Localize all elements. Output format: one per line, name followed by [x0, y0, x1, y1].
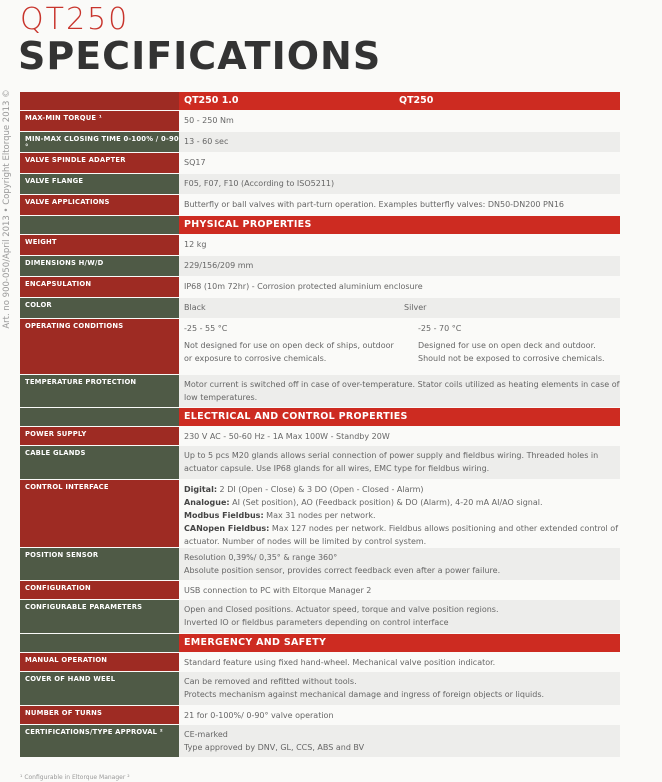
row-temperature-protection: TEMPERATURE PROTECTION Motor current is switched off in case of over-temperature. Stator coils utilized as heating elements in case of low temperatures. [20, 375, 620, 407]
row-torque: MAX-MIN TORQUE ¹ 50 - 250 Nm [20, 111, 620, 131]
column-qt250-1-0: QT250 1.0 [184, 95, 239, 106]
footnote: ¹ Configurable in Eltorque Manager ² [20, 774, 130, 781]
row-cable-glands: CABLE GLANDS Up to 5 pcs M20 glands allows serial connection of power supply and fieldbus wiring. Threaded holes in actuator capsule. Use IP68 glands for all wires, EMC type for fieldbus wiring. [20, 446, 620, 479]
row-certifications: CERTIFICATIONS/TYPE APPROVAL ² CE-marked Type approved by DNV, GL, CCS, ABS and BV [20, 725, 620, 757]
section-physical: PHYSICAL PROPERTIES [20, 216, 620, 234]
model-name: QT250 [20, 2, 130, 37]
row-spindle: VALVE SPINDLE ADAPTER SQ17 [20, 153, 620, 173]
row-closing-time: MIN-MAX CLOSING TIME 0-100% / 0-90 ° 13 - 60 sec [20, 132, 620, 152]
row-manual-operation: MANUAL OPERATION Standard feature using fixed hand-wheel. Mechanical valve position indicator. [20, 653, 620, 671]
section-electrical: ELECTRICAL AND CONTROL PROPERTIES [20, 408, 620, 426]
column-qt250: QT250 [399, 95, 434, 106]
row-flange: VALVE FLANGE F05, F07, F10 (According to ISO5211) [20, 174, 620, 194]
column-header [20, 92, 620, 110]
row-color: COLOR Black Silver [20, 298, 620, 318]
row-configurable-parameters: CONFIGURABLE PARAMETERS Open and Closed positions. Actuator speed, torque and valve position regions. Inverted IO or fieldbus parameters depending on control interface [20, 600, 620, 633]
article-copyright-text: Art. no 900-050/April 2013 • Copyright Eltorque 2013 © [2, 89, 12, 329]
page-title: SPECIFICATIONS [18, 34, 382, 78]
row-configuration: CONFIGURATION USB connection to PC with Eltorque Manager 2 [20, 581, 620, 599]
row-power-supply: POWER SUPPLY 230 V AC - 50-60 Hz - 1A Max 100W - Standby 20W [20, 427, 620, 445]
row-operating-conditions: OPERATING CONDITIONS -25 - 55 °C Not designed for use on open deck of ships, outdoor or exposure to corrosive chemicals. -25 - 70 °C Designed for use on open deck and outdoor. Should not be exposed to corrosive chemicals. [20, 319, 620, 374]
row-control-interface: CONTROL INTERFACE Digital: 2 DI (Open - Close) & 3 DO (Open - Closed - Alarm) Analogue: AI (Set position), AO (Feedback position) & DO (Alarm), 4-20 mA AI/AO signal. Modbus Fieldbus: Max 31 nodes per network. CANopen Fieldbus: Max 127 nodes per network. Fieldbus allows positioning and other extended control of actuator. Number of nodes will be limited by control system. [20, 480, 620, 547]
row-number-of-turns: NUMBER OF TURNS 21 for 0-100%/ 0-90° valve operation [20, 706, 620, 724]
row-cover-hand-wheel: COVER OF HAND WEEL Can be removed and refitted without tools. Protects mechanism against mechanical damage and ingress of foreign objects or liquids. [20, 672, 620, 705]
row-dimensions: DIMENSIONS H/W/D 229/156/209 mm [20, 256, 620, 276]
row-applications: VALVE APPLICATIONS Butterfly or ball valves with part-turn operation. Examples butterfly valves: DN50-DN200 PN16 [20, 195, 620, 215]
row-position-sensor: POSITION SENSOR Resolution 0,39%/ 0,35° & range 360° Absolute position sensor, provides correct feedback even after a power failure. [20, 548, 620, 580]
row-encapsulation: ENCAPSULATION IP68 (10m 72hr) - Corrosion protected aluminium enclosure [20, 277, 620, 297]
section-emergency: EMERGENCY AND SAFETY [20, 634, 620, 652]
row-weight: WEIGHT 12 kg [20, 235, 620, 255]
spec-table [20, 92, 620, 758]
